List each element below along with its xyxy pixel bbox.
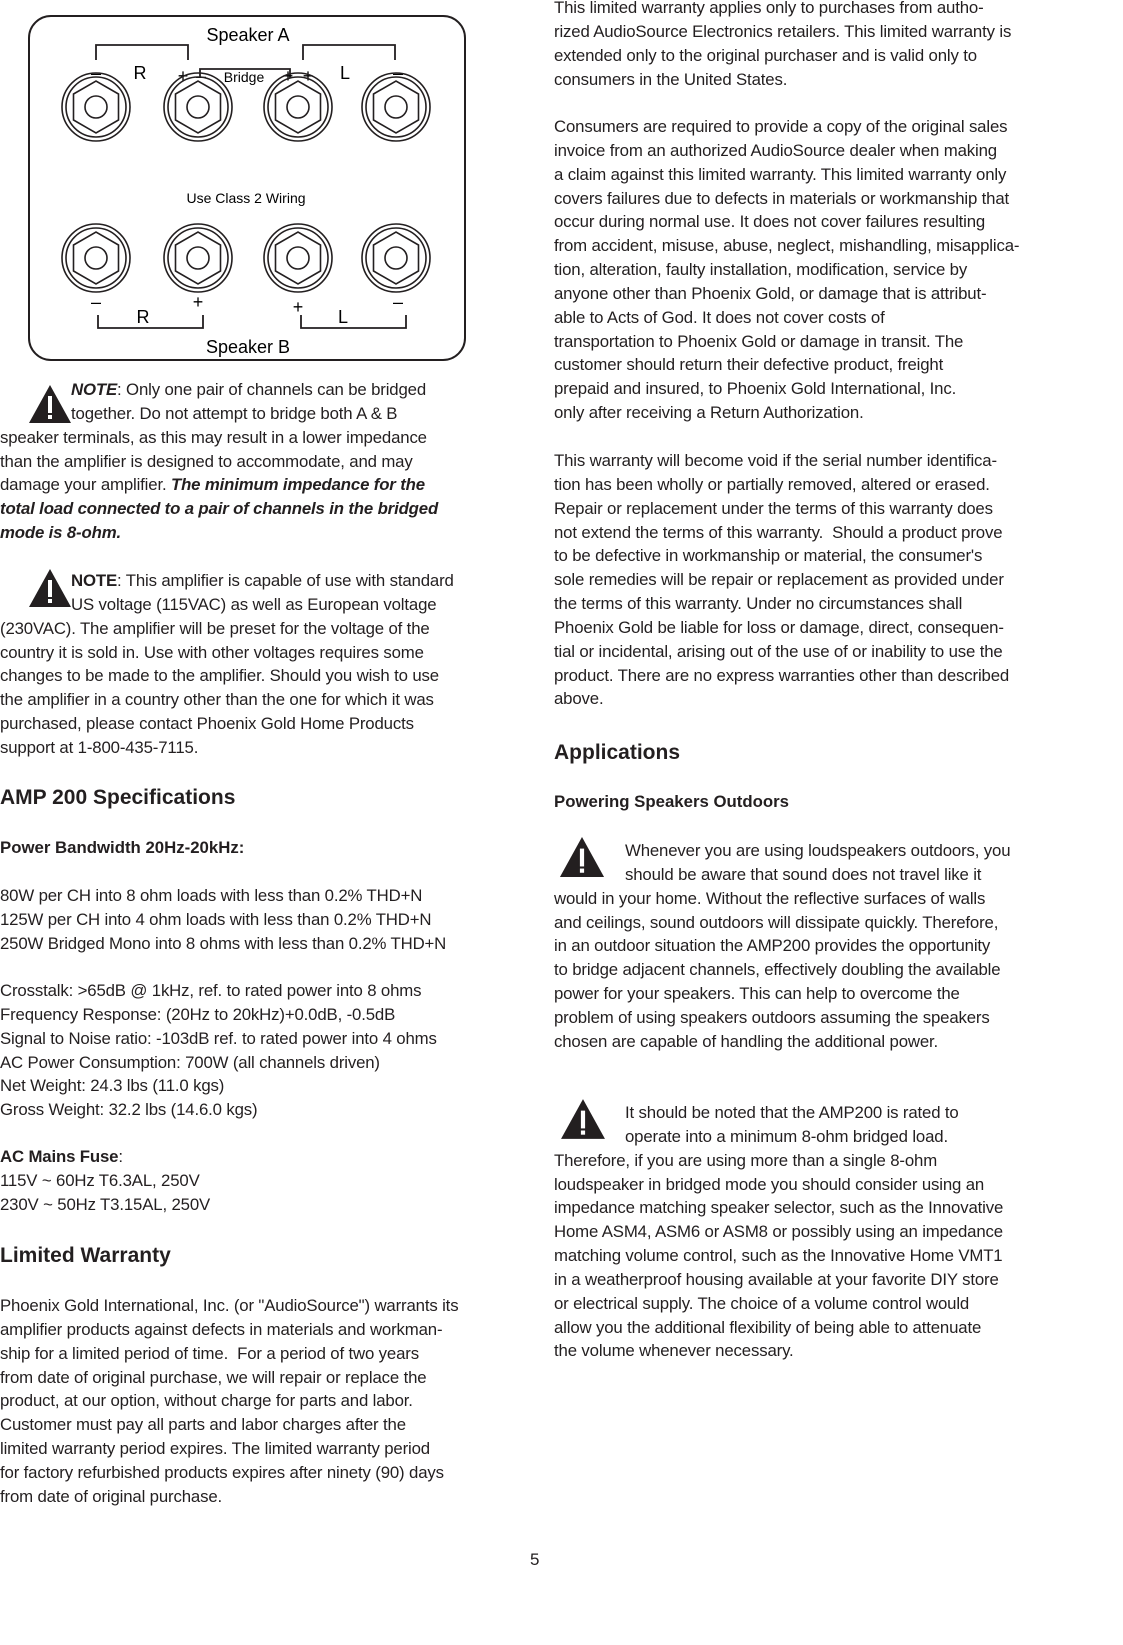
warranty-paragraph: Consumers are required to provide a copy of the original sales invoice from an authorized AudioSource dealer when making a claim against this limited warranty. This limited warranty only covers failures due to defects in materials or workmanship that occur during normal use. It does not cover failures resulting from accident, misuse, abuse, neglect, mishandling, misapplica- tion, alteration, faulty installation, modification, service by anyone other than Phoenix Gold, or damage that is attribut- able to Acts of God. It does not cover costs of transportation to Phoenix Gold or damage in transit. The customer should return their defective product, freight prepaid and insured, to Phoenix Gold International, Inc. only after receiving a Return Authorization. (554, 117, 1020, 423)
applications-heading: Applications (554, 741, 681, 764)
bridge-label: Bridge (223, 69, 265, 85)
note-bridging (0, 378, 512, 545)
outdoors-paragraph (554, 839, 1074, 1054)
l-label: L (337, 307, 349, 327)
note-text: : This amplifier is capable of use with standard US voltage (115VAC) as well as European voltage (230VAC). The amplifier will be preset for the voltage of the country it is sold in. Use with other voltages requires some changes to be made to the amplifier. Should you wish to use the amplifier in a country other than the one for which it was purchased, please contact Phoenix Gold Home Products support at 1-800-435-7115. (0, 571, 454, 757)
impedance-paragraph (554, 1101, 1074, 1363)
speaker-b-label: Speaker B (205, 337, 291, 357)
plus-label: + (177, 66, 189, 86)
note-voltage (0, 569, 512, 760)
minus-label: – (195, 66, 207, 86)
binding-post-icon (62, 73, 130, 141)
plus-label: + (192, 292, 204, 312)
r-label: R (133, 63, 147, 83)
warranty-paragraph: This limited warranty applies only to purchases from autho- rized AudioSource Electronics retailers. This limited warranty is extended only to the original purchaser and is valid only to consumers in the United States. (554, 0, 1012, 89)
minus-label: – (392, 63, 404, 83)
fuse-colon: : (118, 1147, 123, 1166)
binding-post-icon (62, 224, 130, 292)
speaker-a-label: Speaker A (206, 25, 290, 45)
note-label: NOTE (71, 571, 118, 590)
binding-post-icon (164, 224, 232, 292)
power-bandwidth-heading: Power Bandwidth 20Hz-20kHz: (0, 838, 245, 857)
plus-label: + (302, 66, 314, 86)
minus-label: – (392, 292, 404, 312)
fuse-lines: 115V ~ 60Hz T6.3AL, 250V 230V ~ 50Hz T3.15AL, 250V (0, 1170, 211, 1214)
r-label: R (136, 307, 150, 327)
outdoors-subheading: Powering Speakers Outdoors (554, 792, 789, 811)
fuse-heading: AC Mains Fuse (0, 1147, 119, 1166)
plus-label: + (282, 66, 294, 86)
warranty-paragraph: Phoenix Gold International, Inc. (or "AudioSource") warrants its amplifier products against defects in materials and workman- ship for a limited period of time. For a period of two years from date of original purchase, we will repair or replace the product, at our option, without charge for parts and labor. Customer must pay all parts and labor charges after the limited warranty period expires. The limited warranty period for factory refurbished products expires after ninety (90) days from date of original purchase. (0, 1296, 459, 1506)
power-specs: 80W per CH into 8 ohm loads with less than 0.2% THD+N 125W per CH into 4 ohm loads with less than 0.2% THD+N 250W Bridged Mono into 8 ohms with less than 0.2% THD+N (0, 886, 447, 953)
other-specs: Crosstalk: >65dB @ 1kHz, ref. to rated power into 8 ohms Frequency Response: (20Hz to 20kHz)+0.0dB, -0.5dB Signal to Noise ratio: -103dB ref. to rated power into 4 ohms AC Power Consumption: 700W (all channels driven) Net Weight: 24.3 lbs (11.0 kgs) Gross Weight: 32.2 lbs (14.6.0 kgs) (0, 981, 437, 1120)
page-number: 5 (530, 1550, 540, 1569)
binding-post-icon (362, 224, 430, 292)
wiring-label: Use Class 2 Wiring (186, 190, 306, 206)
minus-label: – (90, 292, 102, 312)
specs-heading: AMP 200 Specifications (0, 786, 236, 809)
outdoors-text: Whenever you are using loudspeakers outdoors, you should be aware that sound does not travel like it would in your home. Without the reflective surfaces of walls and ceilings, sound outdoors will dissipate quickly. Therefore, in an outdoor situation the AMP200 provides the opportunity to bridge adjacent channels, effectively doubling the available power for your speakers. This can help to overcome the problem of using speakers outdoors assuming the speakers chosen are capable of handling the additional power. (554, 841, 1011, 1051)
note-label: NOTE (71, 380, 118, 399)
l-label: L (339, 63, 351, 83)
plus-label: + (292, 297, 304, 317)
warranty-heading: Limited Warranty (0, 1244, 171, 1267)
speaker-terminal-diagram (28, 15, 468, 363)
impedance-text: It should be noted that the AMP200 is rated to operate into a minimum 8-ohm bridged load. Therefore, if you are using more than a single 8-ohm loudspeaker in bridged mode you should consider using an impedance matching speaker selector, such as the Innovative Home ASM4, ASM6 or ASM8 or possibly using an impedance matching volume control, such as the Innovative Home VMT1 in a weatherproof housing available at your favorite DIY store or electrical supply. The choice of a volume control would allow you the additional flexibility of being able to attenuate the volume whenever necessary. (554, 1103, 1004, 1361)
note-emphasis: The minimum impedance for the total load connected to a pair of channels in the bridged mode is 8-ohm. (0, 475, 439, 543)
binding-post-icon (264, 224, 332, 292)
binding-post-icon (362, 73, 430, 141)
note-text: : Only one pair of channels can be bridged together. Do not attempt to bridge both A & B speaker terminals, as this may result in a lower impedance than the amplifier is designed to accommodate, and may damage your amplifier. (0, 380, 427, 495)
binding-post-icon (264, 73, 332, 141)
warranty-paragraph: This warranty will become void if the serial number identifica- tion has been wholly or partially removed, altered or erased. Repair or replacement under the terms of this warranty does not extend the terms of this warranty. Should a product prove to be defective in workmanship or material, the consumer's sole remedies will be repair or replacement as provided under the terms of this warranty. Under no circumstances shall Phoenix Gold be liable for loss or damage, direct, consequen- tial or incidental, arising out of the use of or inability to use the product. There are no express warranties other than described above. (554, 451, 1010, 709)
fuse-specs (0, 1145, 210, 1217)
minus-label: – (90, 63, 102, 83)
